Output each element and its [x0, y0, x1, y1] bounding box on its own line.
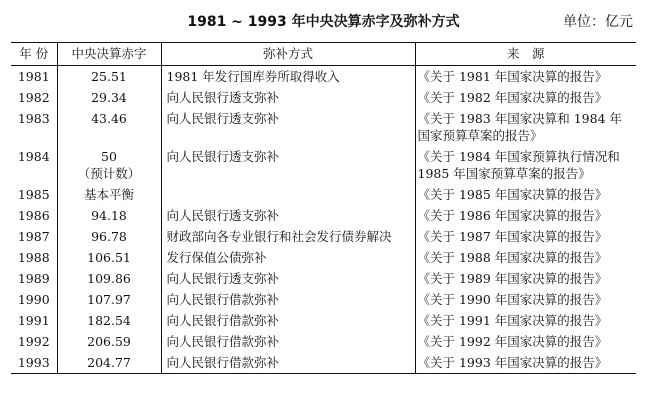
- cell-deficit: 94.18: [57, 205, 161, 226]
- cell-method: 向人民银行借款弥补: [161, 331, 415, 352]
- cell-method: 向人民银行透支弥补: [161, 146, 415, 184]
- cell-deficit: [57, 146, 161, 184]
- cell-year: 1988: [17, 250, 50, 265]
- cell-source: 《关于 1992 年国家决算的报告》: [415, 331, 636, 352]
- cell-source: 《关于 1987 年国家决算的报告》: [415, 226, 636, 247]
- cell-method: 向人民银行透支弥补: [161, 87, 415, 108]
- cell-year: 1982: [17, 90, 50, 105]
- table-row: [11, 87, 636, 108]
- cell-deficit: 109.86: [57, 268, 161, 289]
- cell-method: [161, 184, 415, 205]
- cell-method: 1981 年发行国库券所取得收入: [161, 66, 415, 88]
- cell-year: 1986: [17, 208, 50, 223]
- column-header-source: 来 源: [415, 43, 636, 66]
- table-row: [11, 268, 636, 289]
- deficit-table: [11, 42, 636, 374]
- table-header-row: [11, 43, 636, 66]
- cell-source: 《关于 1985 年国家决算的报告》: [415, 184, 636, 205]
- cell-source: 《关于 1981 年国家决算的报告》: [415, 66, 636, 88]
- cell-year: 1989: [17, 271, 50, 286]
- cell-method: 向人民银行借款弥补: [161, 352, 415, 374]
- cell-year: 1983: [17, 111, 50, 126]
- cell-source: 《关于 1982 年国家决算的报告》: [415, 87, 636, 108]
- table-row: [11, 205, 636, 226]
- cell-deficit: 107.97: [57, 289, 161, 310]
- cell-source: 《关于 1983 年国家决算和 1984 年国家预算草案的报告》: [415, 108, 636, 146]
- cell-year: 1992: [17, 334, 50, 349]
- cell-method: 向人民银行透支弥补: [161, 268, 415, 289]
- cell-year: 1990: [17, 292, 50, 307]
- cell-method: 向人民银行透支弥补: [161, 205, 415, 226]
- table-row: [11, 146, 636, 184]
- cell-year: 1984: [17, 149, 50, 164]
- cell-deficit: 206.59: [57, 331, 161, 352]
- page-title: 1981 ~ 1993 年中央决算赤字及弥补方式: [187, 14, 460, 30]
- cell-year: 1981: [17, 69, 50, 84]
- cell-deficit: 182.54: [57, 310, 161, 331]
- cell-method: 财政部向各专业银行和社会发行债券解决: [161, 226, 415, 247]
- cell-deficit: 基本平衡: [57, 184, 161, 205]
- cell-method: 向人民银行借款弥补: [161, 310, 415, 331]
- table-row: [11, 66, 636, 88]
- table-row: [11, 331, 636, 352]
- column-header-year: 年 份: [11, 43, 57, 66]
- cell-year: 1987: [17, 229, 50, 244]
- table-row: [11, 184, 636, 205]
- column-header-method: 弥补方式: [161, 43, 415, 66]
- cell-source: 《关于 1991 年国家决算的报告》: [415, 310, 636, 331]
- cell-deficit: 204.77: [57, 352, 161, 374]
- deficit-value: 50: [101, 149, 117, 164]
- cell-method: 向人民银行借款弥补: [161, 289, 415, 310]
- cell-source: 《关于 1993 年国家决算的报告》: [415, 352, 636, 374]
- cell-year: 1991: [17, 313, 50, 328]
- table-row: [11, 226, 636, 247]
- cell-deficit: 25.51: [57, 66, 161, 88]
- table-row: [11, 310, 636, 331]
- cell-source: 《关于 1988 年国家决算的报告》: [415, 247, 636, 268]
- table-row: [11, 247, 636, 268]
- column-header-deficit: 中央决算赤字: [57, 43, 161, 66]
- cell-deficit: 96.78: [57, 226, 161, 247]
- cell-method: 向人民银行透支弥补: [161, 108, 415, 146]
- deficit-note: （预计数）: [77, 166, 141, 181]
- cell-year: 1993: [11, 352, 57, 374]
- table-row: [11, 289, 636, 310]
- cell-source: 《关于 1986 年国家决算的报告》: [415, 205, 636, 226]
- cell-source: 《关于 1990 年国家决算的报告》: [415, 289, 636, 310]
- cell-year: 1985: [17, 187, 50, 202]
- unit-label: 单位：亿元: [563, 14, 633, 30]
- cell-method: 发行保值公债弥补: [161, 247, 415, 268]
- cell-source: 《关于 1989 年国家决算的报告》: [415, 268, 636, 289]
- table-row: [11, 108, 636, 146]
- cell-source: 《关于 1984 年国家预算执行情况和 1985 年国家预算草案的报告》: [415, 146, 636, 184]
- cell-deficit: 43.46: [57, 108, 161, 146]
- cell-deficit: 106.51: [57, 247, 161, 268]
- cell-deficit: 29.34: [57, 87, 161, 108]
- table-row: [11, 352, 636, 374]
